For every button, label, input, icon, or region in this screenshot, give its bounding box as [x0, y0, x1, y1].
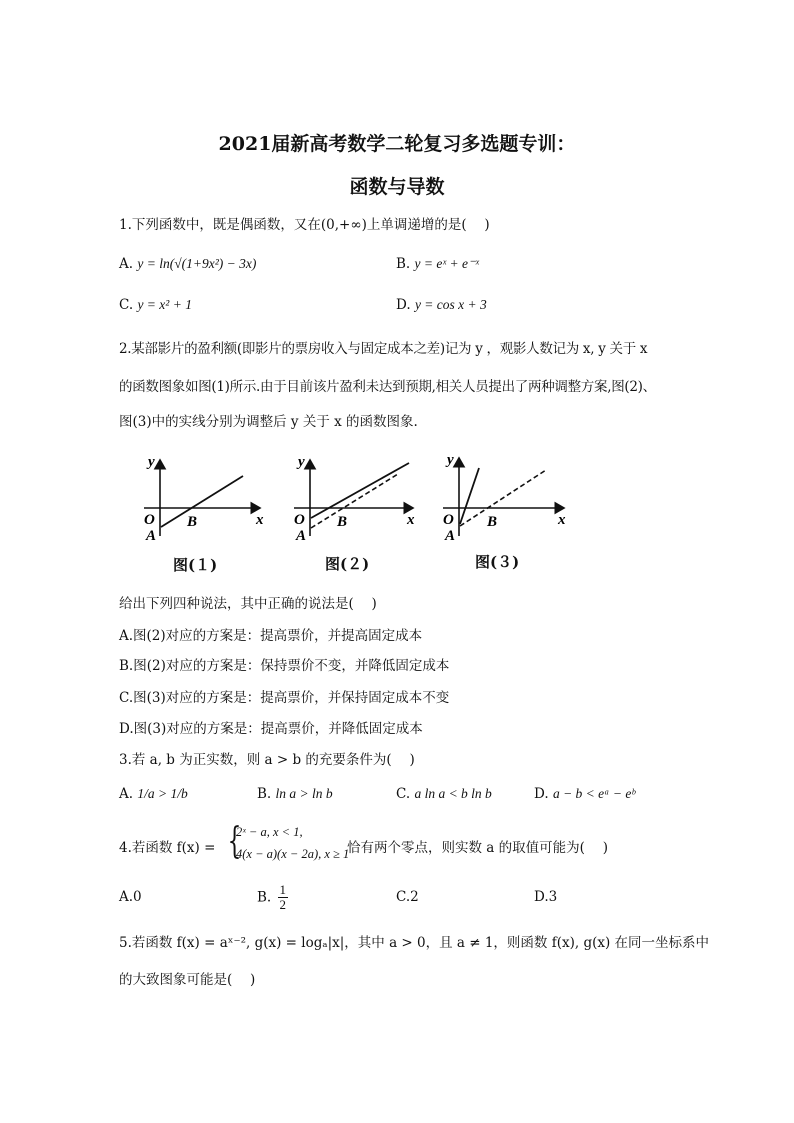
figure-2-x-label: x: [407, 512, 415, 528]
q3-option-a: A. 1/a > 1/b: [119, 786, 188, 802]
q2-option-b: B.图(2)对应的方案是：保持票价不变，并降低固定成本: [119, 658, 450, 674]
q4-suffix: 恰有两个零点，则实数 a 的取值可能为( ): [347, 840, 608, 856]
figure-3-graph: [443, 452, 566, 544]
q2-option-c: C.图(3)对应的方案是：提高票价，并保持固定成本不变: [119, 690, 450, 706]
q2-option-d: D.图(3)对应的方案是：提高票价，并降低固定成本: [119, 721, 423, 737]
q1-option-a: A. y = ln(√(1+9x²) − 3x): [119, 256, 257, 272]
q4-brace: {: [227, 821, 242, 862]
q3-option-b: B. ln a > ln b: [257, 786, 333, 802]
figure-1-graph: [144, 454, 264, 544]
q5-line-2: 的大致图象可能是( ): [119, 972, 256, 988]
figure-2-caption: 图(２): [325, 555, 370, 573]
figure-2-o-label: O: [294, 512, 305, 528]
page-subtitle: 函数与导数: [349, 176, 445, 198]
q4-case-1: 2ˣ − a, x < 1,: [236, 825, 303, 839]
figure-1-b-label: B: [187, 514, 198, 530]
figure-1-a-label: A: [146, 528, 157, 544]
q2-line-3: 图(3)中的实线分别为调整后 y 关于 x 的函数图象.: [119, 414, 418, 430]
figure-1-y-label: y: [148, 454, 155, 470]
q2-prompt: 给出下列四种说法，其中正确的说法是( ): [119, 596, 377, 612]
q2-line-1: 2.某部影片的盈利额(即影片的票房收入与固定成本之差)记为 y ，观影人数记为 x, y 关于 x: [119, 341, 648, 357]
q3-option-d: D. a − b < eᵃ − eᵇ: [534, 786, 636, 802]
figure-3-y-label: y: [447, 452, 454, 468]
q3-option-c: C. a ln a < b ln b: [396, 786, 492, 802]
figure-3-b-label: B: [487, 514, 498, 530]
figure-2-b-label: B: [337, 514, 348, 530]
q4-option-c: C.2: [396, 889, 419, 905]
figure-3-dashed-line: [460, 470, 546, 526]
figure-1-x-label: x: [256, 512, 264, 528]
q1-option-c: C. y = x² + 1: [119, 297, 192, 313]
q4-option-a: A.0: [119, 889, 142, 905]
q5-line-1: 5.若函数 f(x) = aˣ⁻², g(x) = logₐ|x|，其中 a > 0，且 a ≠ 1，则函数 f(x), g(x) 在同一坐标系中: [119, 935, 710, 951]
q3-stem: 3.若 a, b 为正实数，则 a > b 的充要条件为( ): [119, 752, 415, 768]
figure-3-a-label: A: [445, 528, 456, 544]
figure-2-a-label: A: [296, 528, 307, 544]
q4-option-b: B. $\frac{1}{2}$: [257, 882, 287, 912]
q2-option-a: A.图(2)对应的方案是：提高票价，并提高固定成本: [119, 628, 423, 644]
figure-2-graph: [294, 454, 415, 544]
q2-figures: [130, 448, 590, 548]
q2-line-2: 的函数图象如图(1)所示.由于目前该片盈利未达到预期,相关人员提出了两种调整方案,图(2)、: [119, 379, 656, 395]
figure-1-solid-line: [161, 476, 243, 527]
q1-option-b: B. y = eˣ + e⁻ˣ: [396, 256, 479, 272]
figure-2-y-label: y: [298, 454, 305, 470]
q4-option-d: D.3: [534, 889, 558, 905]
figure-1-caption: 图(１): [173, 556, 218, 574]
figure-3-caption: 图(３): [475, 553, 520, 571]
figure-3-o-label: O: [443, 512, 454, 528]
page-title: 2021届新高考数学二轮复习多选题专训：: [218, 133, 576, 155]
q1-stem: 1.下列函数中，既是偶函数，又在(0,+∞)上单调递增的是( ): [119, 217, 490, 233]
figure-2-solid-line: [311, 463, 409, 518]
q4-case-2: 4(x − a)(x − 2a), x ≥ 1: [236, 847, 350, 861]
figure-1-o-label: O: [144, 512, 155, 528]
q4-prefix: 4.若函数 f(x) =: [119, 840, 216, 856]
q1-option-d: D. y = cos x + 3: [396, 297, 487, 313]
figure-2-dashed-line: [311, 474, 398, 528]
figure-3-x-label: x: [558, 512, 566, 528]
